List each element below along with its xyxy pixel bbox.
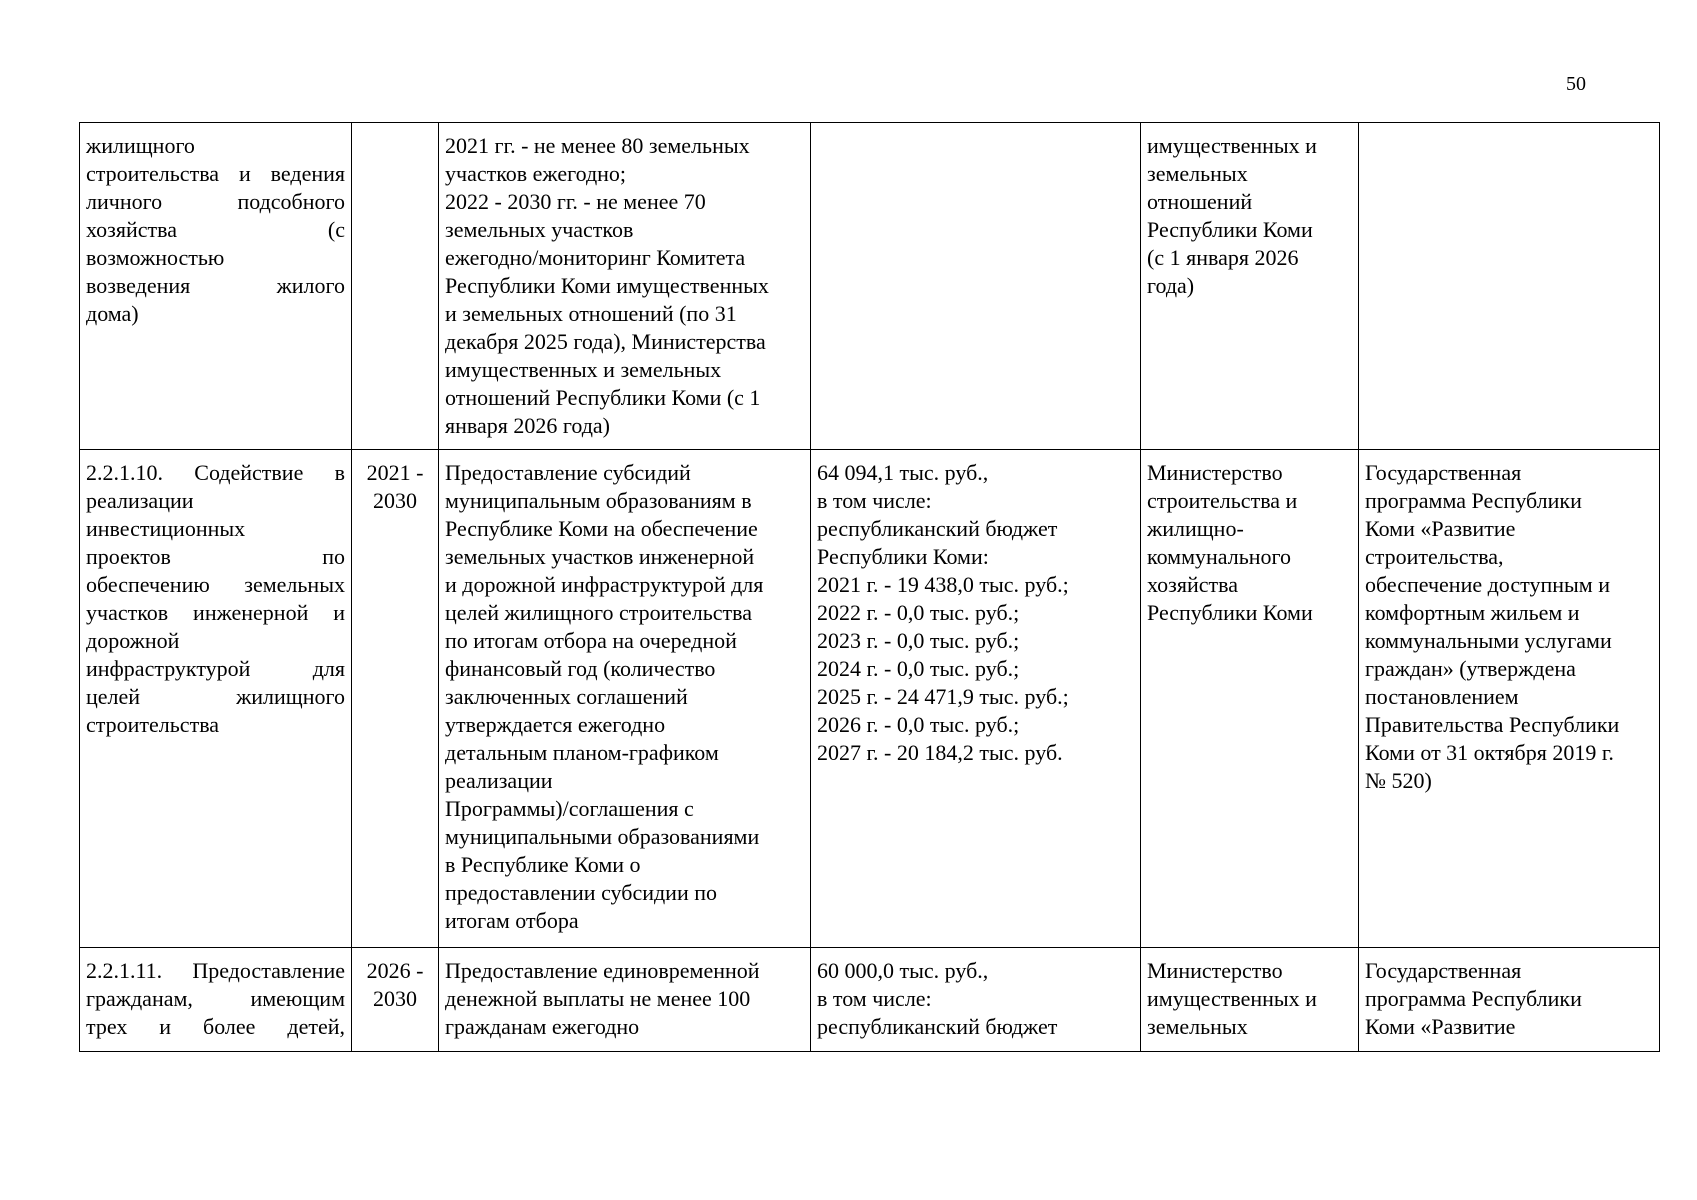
- cell-line: 2.2.1.11. Предоставление: [86, 958, 345, 983]
- cell-line: проектов по: [86, 544, 345, 569]
- period-cell: [352, 948, 439, 1052]
- cell-line: 2022 - 2030 гг. - не менее 70: [445, 189, 706, 214]
- cell-line: 2026 г. - 0,0 тыс. руб.;: [817, 712, 1020, 737]
- cell-line: Предоставление субсидий: [445, 460, 691, 485]
- program-cell: [1359, 948, 1660, 1052]
- result-cell: [439, 450, 811, 948]
- cell-line: Правительства Республики: [1365, 712, 1620, 737]
- cell-line: финансовый год (количество: [445, 656, 716, 681]
- cell-line: инвестиционных: [86, 516, 246, 541]
- cell-line: Республики Коми: [1147, 217, 1313, 242]
- cell-line: личного подсобного: [86, 189, 345, 214]
- cell-line: имущественных и: [1147, 133, 1317, 158]
- cell-line: Государственная: [1365, 958, 1522, 983]
- cell-line: республиканский бюджет: [817, 1014, 1058, 1039]
- cell-line: 2.2.1.10. Содействие в: [86, 460, 345, 485]
- cell-line: строительства и ведения: [86, 161, 345, 186]
- cell-line: возможностью: [86, 245, 225, 270]
- cell-line: Программы)/соглашения с: [445, 796, 694, 821]
- responsible-cell: [1141, 123, 1359, 450]
- cell-line: гражданам, имеющим: [86, 986, 345, 1011]
- cell-line: реализации: [445, 768, 553, 793]
- cell-line: республиканский бюджет: [817, 516, 1058, 541]
- cell-line: 2021 г. - 19 438,0 тыс. руб.;: [817, 572, 1069, 597]
- cell-line: земельных: [1147, 1014, 1248, 1039]
- cell-line: гражданам ежегодно: [445, 1014, 640, 1039]
- cell-line: дорожной: [86, 628, 180, 653]
- cell-line: постановлением: [1365, 684, 1519, 709]
- cell-line: имущественных и: [1147, 986, 1317, 1011]
- cell-line: граждан» (утверждена: [1365, 656, 1576, 681]
- cell-line: 2023 г. - 0,0 тыс. руб.;: [817, 628, 1020, 653]
- cell-line: денежной выплаты не менее 100: [445, 986, 751, 1011]
- cell-line: заключенных соглашений: [445, 684, 688, 709]
- funding-cell: [811, 450, 1141, 948]
- cell-line: в Республике Коми о: [445, 852, 641, 877]
- measure-name-cell: [80, 123, 352, 450]
- period-cell: [352, 450, 439, 948]
- cell-line: программа Республики: [1365, 986, 1582, 1011]
- cell-line: муниципальным образованиям в: [445, 488, 752, 513]
- cell-line: хозяйства: [1147, 572, 1238, 597]
- cell-line: Государственная: [1365, 460, 1522, 485]
- cell-line: 2024 г. - 0,0 тыс. руб.;: [817, 656, 1020, 681]
- cell-line: земельных: [1147, 161, 1248, 186]
- cell-line: отношений: [1147, 189, 1253, 214]
- cell-line: Предоставление единовременной: [445, 958, 760, 983]
- cell-line: строительства и: [1147, 488, 1298, 513]
- program-cell: [1359, 450, 1660, 948]
- cell-line: 2026 -: [366, 958, 424, 983]
- table-row: [80, 123, 1660, 450]
- table-row: [80, 948, 1660, 1052]
- cell-line: 2022 г. - 0,0 тыс. руб.;: [817, 600, 1020, 625]
- result-cell: [439, 948, 811, 1052]
- cell-line: обеспечению земельных: [86, 572, 345, 597]
- cell-line: Республики Коми:: [817, 544, 989, 569]
- responsible-cell: [1141, 948, 1359, 1052]
- cell-line: целей жилищного строительства: [445, 600, 753, 625]
- cell-line: строительства: [86, 712, 220, 737]
- cell-line: отношений Республики Коми (с 1: [445, 385, 761, 410]
- cell-line: и дорожной инфраструктурой для: [445, 572, 764, 597]
- responsible-cell: [1141, 450, 1359, 948]
- cell-line: в том числе:: [817, 488, 932, 513]
- cell-line: 2027 г. - 20 184,2 тыс. руб.: [817, 740, 1063, 765]
- cell-line: итогам отбора: [445, 908, 579, 933]
- cell-line: имущественных и земельных: [445, 357, 722, 382]
- cell-line: земельных участков: [445, 217, 634, 242]
- cell-line: Министерство: [1147, 460, 1283, 485]
- cell-line: декабря 2025 года), Министерства: [445, 329, 766, 354]
- cell-line: по итогам отбора на очередной: [445, 628, 737, 653]
- cell-line: жилищного: [86, 133, 195, 158]
- period-cell: [352, 123, 439, 450]
- cell-line: дома): [86, 301, 139, 326]
- cell-line: возведения жилого: [86, 273, 345, 298]
- cell-line: предоставлении субсидии по: [445, 880, 717, 905]
- measures-table: [79, 122, 1660, 1052]
- page-number: 50: [1566, 73, 1586, 95]
- cell-line: Коми «Развитие: [1365, 1014, 1516, 1039]
- cell-line: реализации: [86, 488, 194, 513]
- cell-line: жилищно-: [1147, 516, 1244, 541]
- cell-line: 2025 г. - 24 471,9 тыс. руб.;: [817, 684, 1069, 709]
- cell-line: в том числе:: [817, 986, 932, 1011]
- cell-line: 64 094,1 тыс. руб.,: [817, 460, 989, 485]
- cell-line: № 520): [1365, 768, 1432, 793]
- cell-line: трех и более детей,: [86, 1014, 345, 1039]
- cell-line: Республике Коми на обеспечение: [445, 516, 758, 541]
- cell-line: 2021 гг. - не менее 80 земельных: [445, 133, 750, 158]
- cell-line: 60 000,0 тыс. руб.,: [817, 958, 989, 983]
- program-cell: [1359, 123, 1660, 450]
- cell-line: строительства,: [1365, 544, 1504, 569]
- cell-line: (с 1 января 2026: [1147, 245, 1299, 270]
- funding-cell: [811, 123, 1141, 450]
- measure-name-cell: [80, 450, 352, 948]
- cell-line: комфортным жильем и: [1365, 600, 1580, 625]
- cell-line: ежегодно/мониторинг Комитета: [445, 245, 746, 270]
- cell-line: участков инженерной и: [86, 600, 345, 625]
- cell-line: муниципальными образованиями: [445, 824, 760, 849]
- cell-line: хозяйства (с: [86, 217, 345, 242]
- cell-line: и земельных отношений (по 31: [445, 301, 737, 326]
- cell-line: целей жилищного: [86, 684, 345, 709]
- measure-name-cell: [80, 948, 352, 1052]
- cell-line: Министерство: [1147, 958, 1283, 983]
- result-cell: [439, 123, 811, 450]
- cell-line: января 2026 года): [445, 413, 610, 438]
- cell-line: коммунальными услугами: [1365, 628, 1612, 653]
- cell-line: детальным планом-графиком: [445, 740, 719, 765]
- table-row: [80, 450, 1660, 948]
- funding-cell: [811, 948, 1141, 1052]
- cell-line: 2030: [373, 986, 417, 1011]
- cell-line: участков ежегодно;: [445, 161, 627, 186]
- cell-line: утверждается ежегодно: [445, 712, 666, 737]
- cell-line: Коми «Развитие: [1365, 516, 1516, 541]
- cell-line: Республики Коми: [1147, 600, 1313, 625]
- cell-line: обеспечение доступным и: [1365, 572, 1610, 597]
- cell-line: инфраструктурой для: [86, 656, 345, 681]
- cell-line: Республики Коми имущественных: [445, 273, 769, 298]
- cell-line: 2030: [373, 488, 417, 513]
- cell-line: 2021 -: [366, 460, 424, 485]
- cell-line: программа Республики: [1365, 488, 1582, 513]
- cell-line: Коми от 31 октября 2019 г.: [1365, 740, 1614, 765]
- cell-line: коммунального: [1147, 544, 1291, 569]
- cell-line: земельных участков инженерной: [445, 544, 755, 569]
- cell-line: года): [1147, 273, 1195, 298]
